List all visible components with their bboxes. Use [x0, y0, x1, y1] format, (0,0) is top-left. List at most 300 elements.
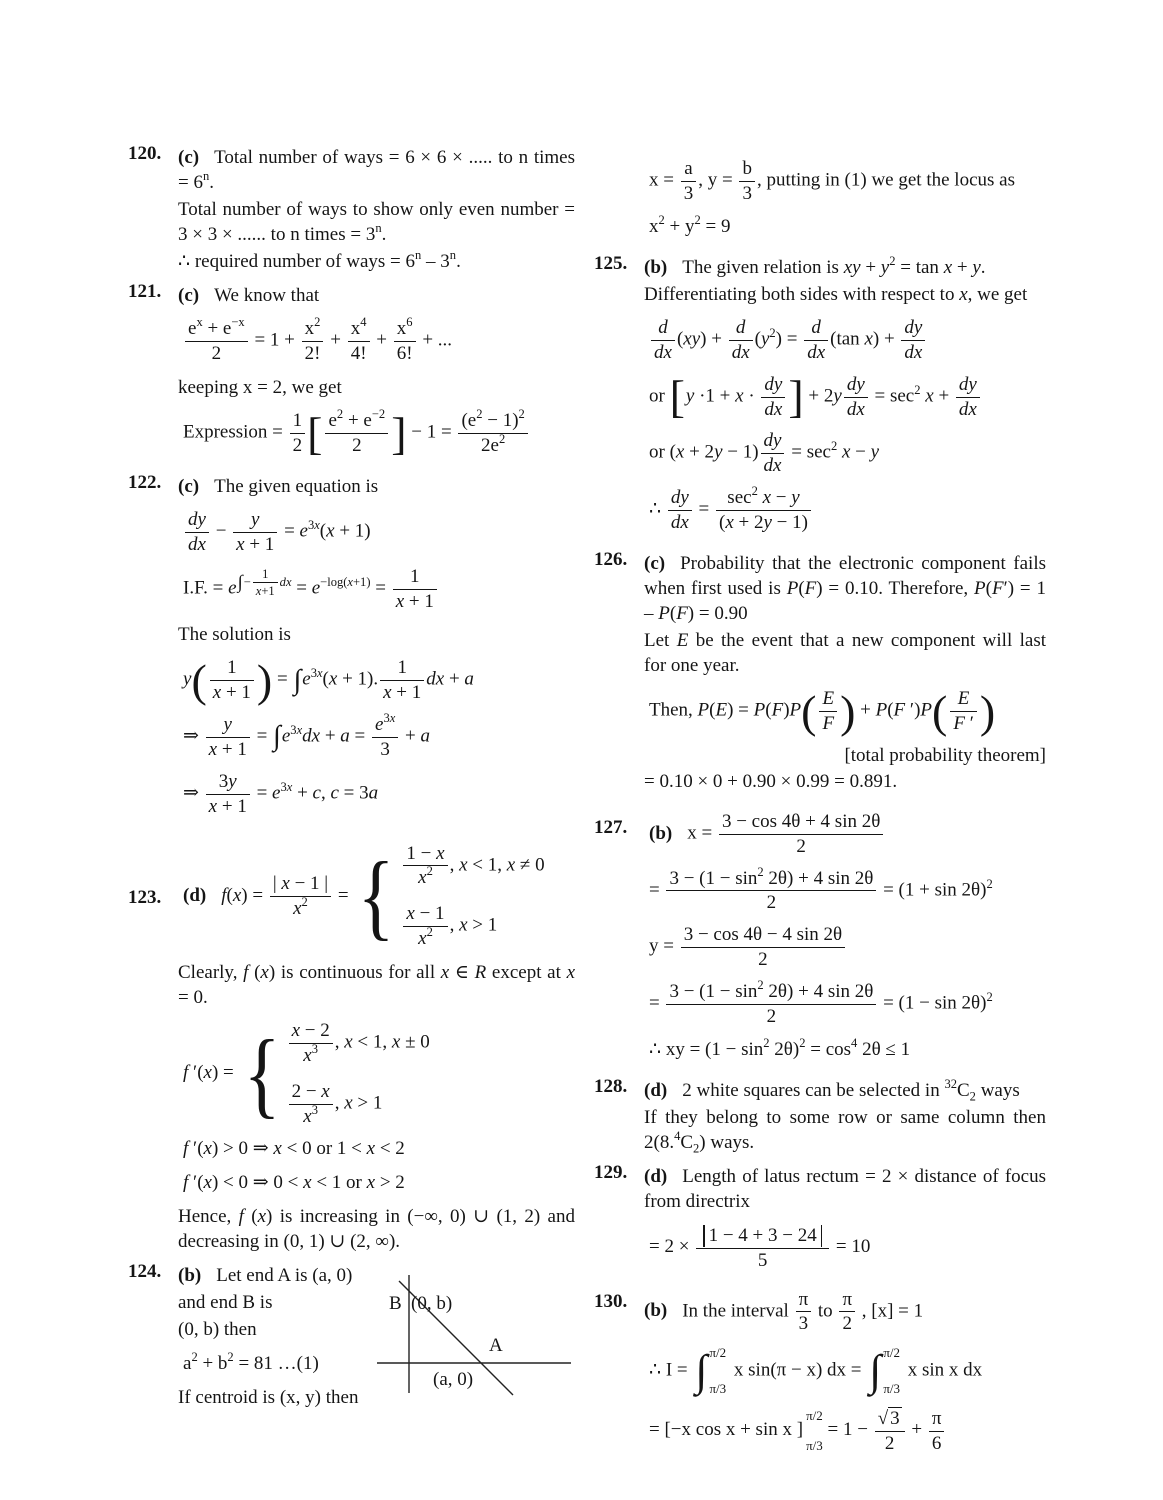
superscript: 2 — [314, 315, 321, 330]
equation-line: ⇒ $\frac{3y}{x + 1}$ = $e^{3x} + c$, c = 3a — [183, 770, 379, 817]
italic-math: c — [330, 782, 339, 804]
italic-math: dx — [731, 341, 750, 363]
numerator — [696, 1224, 829, 1248]
numerator — [185, 509, 209, 532]
equation-line: $x^2 + y^2 = 9$ — [649, 212, 731, 237]
superscript: 4 — [851, 1035, 858, 1050]
solution-text: (c) Probability that the electronic component fails when first used is P(F) = 0.10. Therefore, P(F′) = 1 – P(F) = 0.90 — [644, 552, 1046, 624]
numerator — [844, 374, 868, 397]
solution-item-122 — [128, 472, 575, 828]
superscript: 2 — [694, 212, 701, 227]
italic-math: x — [286, 779, 293, 794]
numerator: $e^x + e^{-x}$ — [188, 315, 245, 340]
question-number: 123. — [128, 886, 162, 908]
denominator: 2 — [325, 433, 388, 457]
equation-line: or [ y ·1 + x · $\frac{dy}{dx}$ ] + 2y $\frac{dy}{dx}$ = $\sec^2 x$ + $\frac{dy}{dx}$ — [649, 374, 1046, 421]
fraction — [668, 487, 692, 534]
numerator: π — [931, 1407, 942, 1429]
left-fence: [ — [669, 371, 685, 423]
solution-content — [178, 1261, 575, 1412]
integral-sign: ∫ — [695, 1346, 708, 1396]
solution-content — [644, 549, 1046, 796]
denominator: (x + 2y − 1) — [716, 510, 811, 534]
big-brackets — [669, 371, 804, 423]
italic-math: x — [391, 1031, 401, 1053]
superscript: n — [415, 248, 422, 263]
italic-math: x — [762, 487, 772, 509]
superscript: 2 — [830, 439, 838, 454]
italic-math: dx — [807, 341, 826, 363]
denominator — [956, 397, 980, 421]
numerator: 1 — [292, 410, 303, 432]
denominator — [819, 711, 837, 735]
equation-line: or (x + 2y − 1) $\frac{dy}{dx}$ = $\sec^2 x - y$ — [649, 430, 880, 477]
superscript: 2 — [301, 894, 308, 909]
numerator — [233, 509, 277, 532]
fraction — [696, 1224, 829, 1271]
italic-math: x — [383, 682, 392, 704]
upper-limit: π/2 — [883, 1345, 900, 1361]
italic-math: d — [658, 317, 668, 339]
italic-math: dy — [846, 373, 865, 395]
right-fence: ] — [788, 371, 804, 423]
left-fence: ( — [932, 685, 948, 737]
subscript: 2 — [969, 1089, 976, 1104]
lower-limit: π/3 — [806, 1438, 823, 1454]
italic-math: P — [786, 577, 799, 599]
superscript: 2 — [914, 382, 921, 397]
numerator: π — [842, 1288, 853, 1310]
fraction — [804, 317, 828, 364]
numerator — [668, 487, 692, 510]
answer-option: (d) — [644, 1166, 668, 1188]
denominator: 3 — [372, 737, 398, 761]
big-parentheses — [801, 685, 856, 737]
italic-math: x — [344, 1031, 353, 1053]
superscript: n — [375, 221, 382, 236]
radicand: 3 — [890, 1408, 900, 1430]
denominator: 2 — [290, 433, 306, 457]
equation-line: $a^2 + b^2 = 81$ …(1) — [183, 1350, 319, 1375]
denominator: 6 — [929, 1431, 945, 1455]
fraction — [403, 903, 447, 950]
fraction — [929, 1408, 945, 1455]
solution-text: (b) Let end A is (a, 0) — [178, 1264, 353, 1286]
equation-line: $\frac{e^x + e^{-x}}{2}$ = 1 + $\frac{x^2}{2!}$ + $\frac{x^4}{4!}$ + $\frac{x^6}{6!}$ + ... — [183, 318, 575, 365]
italic-math: x — [203, 1138, 212, 1160]
annotation-text: [total probability theorem] — [844, 744, 1046, 766]
italic-math: dx — [846, 398, 865, 420]
left-brace: { — [243, 1019, 280, 1127]
italic-math: x — [208, 738, 218, 760]
denominator: 3 — [739, 181, 755, 205]
equation-line: = $\frac{3 - (1 - \sin^2 2\theta) + 4 \sin 2\theta}{2}$ = $(1 - \sin 2\theta)^2$ — [649, 978, 993, 1027]
italic-math: y — [251, 509, 260, 530]
italic-math: x — [296, 723, 303, 738]
fraction — [372, 711, 398, 761]
fraction — [761, 374, 785, 421]
italic-math: e — [375, 714, 384, 736]
denominator: 3 — [796, 1311, 812, 1335]
solution-text: (b) The given relation is xy + $y^2 = \tan x + y$. — [644, 254, 986, 278]
numerator: $(e^2 - 1)^2$ — [461, 407, 525, 432]
italic-math: f — [221, 884, 227, 906]
italic-math: x — [735, 385, 744, 407]
denominator: 2 — [839, 1311, 855, 1335]
italic-math: x — [366, 1138, 376, 1160]
left-column — [128, 143, 575, 1417]
denominator: x + 1 — [206, 737, 250, 761]
denominator: x + 1 — [206, 794, 250, 818]
abs-bar — [821, 1225, 822, 1247]
left-fence: ( — [191, 654, 207, 706]
italic-math: y — [183, 669, 192, 691]
italic-math: a — [420, 725, 430, 747]
numerator: π — [798, 1288, 809, 1310]
fenced-content: y ·1 + x · $\frac{dy}{dx}$ — [685, 374, 788, 421]
italic-math: F — [822, 713, 835, 734]
italic-math: dx — [764, 398, 783, 420]
italic-math: E — [957, 688, 970, 710]
italic-math: dx — [904, 341, 923, 363]
italic-math: x — [326, 520, 335, 542]
evaluation-limits — [806, 1408, 823, 1454]
equation-line: f ′(x) = { $\frac{x - 2}{x^3}$ , x < 1, x ± 0 $\frac{2 - x}{x^3}$ , x > 1 — [183, 1019, 430, 1127]
superscript: n — [202, 169, 210, 184]
denominator — [761, 397, 785, 421]
solution-text: Differentiating both sides with respect to x, we get — [644, 283, 1028, 305]
italic-math: x — [303, 1171, 312, 1193]
left-fence: [ — [307, 407, 323, 459]
answer-option: (c) — [178, 285, 200, 307]
equation-line: f ′(x) < 0 ⇒ 0 < x < 1 or x > 2 — [183, 1171, 405, 1193]
italic-math: f — [183, 1171, 189, 1193]
italic-math: f — [183, 1062, 189, 1084]
superscript: 2 — [986, 876, 993, 891]
denominator: $2e^2$ — [458, 433, 527, 457]
numerator: 3y — [218, 770, 237, 792]
integral-sign: ∫ — [869, 1346, 882, 1396]
denominator — [651, 340, 675, 364]
denominator: F ′ — [950, 711, 977, 735]
denominator — [270, 896, 331, 920]
equation-line: $\frac{d}{dx}$ (xy) + $\frac{d}{dx}$ $(y^2)$ = $\frac{d}{dx}$ (tan x) + $\frac{dy}{dx}$ — [649, 317, 1046, 364]
numerator — [901, 317, 925, 340]
italic-math: y — [760, 328, 770, 350]
italic-math: x — [418, 928, 427, 950]
numerator — [372, 711, 398, 737]
italic-math: dx — [958, 398, 977, 420]
italic-math: P — [753, 699, 766, 721]
italic-math: d — [811, 317, 821, 339]
italic-math: E — [822, 688, 835, 710]
numerator: 1 — [227, 657, 237, 679]
fraction — [719, 811, 883, 858]
italic-math: F — [804, 577, 817, 599]
equation-line: = [−x cos x + sin x ] π/2 π/3 = 1 − $\frac{√ 3}{2}$ + $\frac{\pi}{6}$ — [649, 1407, 1046, 1455]
italic-math: x — [675, 442, 685, 464]
solution-item-128 — [594, 1076, 1046, 1157]
equation-line: x = $\frac{a}{3}$ , y = $\frac{b}{3}$ , putting in (1) we get the locus as — [649, 158, 1015, 204]
solution-text: and end B is — [178, 1292, 273, 1313]
italic-math: e — [281, 725, 291, 747]
italic-math: x — [366, 1171, 376, 1193]
solution-item-123 — [128, 833, 575, 1256]
fraction — [681, 924, 845, 971]
superscript: 2 — [799, 1035, 806, 1050]
denominator: 6! — [394, 341, 416, 365]
italic-math: xy — [683, 328, 701, 350]
denominator: x + 1 — [393, 589, 437, 613]
italic-math: F — [953, 713, 965, 734]
big-parentheses — [191, 654, 273, 706]
italic-math: x — [943, 256, 953, 278]
italic-math: x — [459, 914, 468, 936]
question-number: 121. — [128, 281, 162, 303]
denominator: 2 — [185, 341, 248, 365]
superscript: 2 — [518, 407, 525, 422]
italic-math: x — [841, 442, 851, 464]
superscript: −x — [231, 315, 245, 330]
solution-text: Let E be the event that a new component will last for one year. — [644, 630, 1046, 677]
solution-content — [644, 148, 1046, 248]
numerator: x − 2 — [291, 1020, 330, 1042]
italic-math: x — [506, 854, 516, 876]
solution-content — [644, 1162, 1046, 1282]
italic-math: x — [260, 961, 269, 983]
question-number — [594, 148, 644, 248]
solution-item-124 — [128, 1261, 575, 1412]
italic-math: x — [436, 842, 445, 864]
superscript: n — [449, 248, 457, 263]
fraction — [956, 374, 980, 421]
italic-math: xy — [843, 256, 861, 278]
solution-item-120 — [128, 143, 575, 276]
equation-line: y ( $\frac{1}{x + 1}$ ) = $\int e^{3x}(x + 1)$. $\frac{1}{x + 1}$ dx + a — [183, 654, 474, 706]
equation-line: ∴ xy = $(1 - \sin^2 2\theta)^2 = \cos^4 2\theta \le 1$ — [649, 1035, 911, 1060]
denominator — [668, 510, 692, 534]
numerator — [956, 374, 980, 397]
italic-math: E — [715, 699, 728, 721]
denominator: 3 — [681, 181, 697, 205]
figure-124-axes — [375, 1271, 575, 1401]
fenced-content — [947, 688, 980, 735]
numerator: $3 - (1 - \sin^2 2\theta) + 4$ sin 2θ — [669, 864, 874, 889]
case-row: $\frac{1 - x}{x^2}$ , x < 1, x ≠ 0 — [401, 843, 544, 890]
left-fence: ( — [801, 685, 817, 737]
solution-content — [644, 253, 1046, 544]
superscript: 3x — [290, 723, 303, 738]
italic-math: x — [208, 795, 218, 817]
equation-line: y = $\frac{3 - \cos 4\theta - 4 \sin 2\theta}{2}$ — [649, 924, 1046, 971]
lower-limit: π/3 — [883, 1381, 900, 1397]
italic-math: P — [658, 602, 670, 624]
superscript: 2 — [751, 484, 758, 499]
superscript: 3 — [311, 1042, 318, 1057]
italic-math: x — [440, 961, 450, 983]
label-B-coord: (0, b) — [411, 1292, 453, 1314]
superscript: 2 — [763, 1035, 770, 1050]
fenced-content — [322, 407, 391, 457]
italic-math: R — [474, 961, 487, 983]
fraction — [325, 407, 388, 457]
numerator: $x^2$ — [304, 315, 321, 340]
denominator: 2 — [666, 1004, 876, 1028]
fraction — [901, 317, 925, 364]
equation-line: (d) f(x) = $\frac{| x - 1 |}{x^2}$ = { $\frac{1 - x}{x^2}$ , x < 1, x ≠ 0 $\frac{x - 1}{x^2}$ , x > 1 — [183, 842, 545, 950]
italic-math: f — [243, 961, 249, 983]
italic-math: a — [464, 669, 474, 691]
definite-integral — [695, 1345, 726, 1397]
italic-math: dx — [763, 455, 782, 477]
right-fence: ] — [391, 407, 407, 459]
italic-math: dy — [670, 487, 689, 509]
denominator — [403, 926, 447, 950]
denominator: 5 — [696, 1248, 829, 1272]
numerator: $x^4$ — [350, 315, 367, 340]
piecewise-cases — [353, 843, 544, 950]
fraction — [761, 430, 785, 477]
abs-bar — [703, 1225, 704, 1247]
solution-text: (d) 2 white squares can be selected in $^{32}C_2$ ways — [644, 1077, 1020, 1104]
superscript: 3x — [383, 711, 396, 726]
italic-math: P — [920, 699, 932, 721]
denominator: x + 1 — [210, 680, 254, 704]
label-A: A — [489, 1334, 503, 1356]
fraction — [950, 688, 977, 735]
fraction — [844, 374, 868, 421]
answer-option: (b) — [644, 256, 668, 278]
fraction — [348, 315, 370, 365]
question-number: 122. — [128, 471, 162, 493]
solution-text: Total number of ways to show only even number = 3 × 3 × ...... to n times = $3^n$. — [178, 199, 575, 246]
fraction — [403, 843, 447, 890]
denominator: x + 1 — [233, 532, 277, 556]
numerator: b — [742, 158, 752, 179]
solution-text: Clearly, f (x) is continuous for all x ∈ R except at x = 0. — [178, 961, 576, 1008]
fraction — [206, 771, 250, 818]
italic-math: y — [763, 511, 772, 533]
answer-option: (c) — [178, 147, 200, 168]
solution-item-124b — [594, 148, 1046, 248]
numerator — [819, 688, 837, 711]
denominator: x + 1 — [380, 680, 424, 704]
solution-item-121 — [128, 281, 575, 467]
integral-sign: ∫ — [293, 664, 302, 696]
abs-content: 1 − 4 + 3 − 24 — [708, 1224, 817, 1246]
numerator: 1 — [410, 565, 420, 587]
numerator: 1 — [262, 566, 269, 581]
italic-math: dy — [188, 509, 206, 530]
italic-math: x — [303, 1105, 312, 1127]
fraction — [393, 566, 437, 613]
row-text — [178, 1261, 375, 1412]
italic-math: e — [299, 520, 308, 542]
answer-option: (c) — [644, 552, 666, 574]
denominator: 4! — [348, 341, 370, 365]
superscript: 2 — [498, 432, 506, 447]
lower-limit: π/3 — [709, 1381, 727, 1397]
fraction — [666, 864, 876, 915]
italic-math: x — [321, 1080, 330, 1102]
denominator — [761, 453, 785, 477]
italic-math: dx — [188, 533, 206, 555]
radical-sign: √ — [877, 1408, 889, 1430]
numerator: $3 - (1 - \sin^2 2\theta) + 4$ sin 2θ — [669, 978, 874, 1002]
numerator: 3 − cos 4θ + 4 sin 2θ — [721, 810, 881, 832]
solution-content — [644, 801, 1046, 1071]
denominator — [901, 340, 925, 364]
italic-math: x — [344, 1092, 353, 1114]
italic-math: x — [203, 1062, 212, 1084]
italic-math: y — [870, 442, 880, 464]
italic-math: e — [302, 669, 311, 691]
italic-math: x — [925, 385, 934, 407]
italic-math: dx — [302, 725, 321, 747]
fraction — [819, 688, 837, 735]
case-row: $\frac{x - 1}{x^2}$ , x > 1 — [401, 903, 544, 950]
solution-item-125 — [594, 253, 1046, 544]
fraction — [185, 509, 209, 556]
text-figure-row — [178, 1261, 575, 1412]
case-row: $\frac{2 - x}{x^3}$ , x > 1 — [287, 1081, 430, 1128]
numerator: | x − 1 | — [272, 872, 329, 894]
numerator: $e^2 + e^{-2}$ — [328, 407, 386, 432]
equation-line: = $\frac{3 - (1 - \sin^2 2\theta) + 4 \sin 2\theta}{2}$ = $(1 + \sin 2\theta)^2$ — [649, 864, 993, 914]
question-number: 124. — [128, 1260, 162, 1282]
label-A-coord: (a, 0) — [433, 1368, 474, 1390]
italic-math: dx — [279, 574, 292, 589]
italic-math: x — [303, 1044, 312, 1066]
numerator — [804, 317, 828, 340]
italic-math: F — [893, 699, 906, 721]
italic-math: F — [771, 699, 784, 721]
answer-option: (d) — [644, 1079, 668, 1101]
solution-item-130 — [594, 1287, 1046, 1465]
solution-content — [178, 143, 575, 276]
italic-math: x — [328, 669, 338, 691]
solution-item-129 — [594, 1162, 1046, 1282]
solution-item-126 — [594, 549, 1046, 796]
fraction — [681, 158, 697, 205]
numerator: 1 − x — [406, 842, 445, 864]
integral-limits — [881, 1345, 900, 1397]
superscript: 3x — [310, 666, 323, 681]
superscript: 3x — [307, 517, 320, 532]
superscript: 4 — [360, 315, 367, 330]
superscript: −2 — [371, 407, 386, 422]
italic-math: d — [735, 317, 746, 339]
fraction — [302, 315, 324, 365]
superscript: 2 — [757, 978, 764, 993]
italic-math: dy — [958, 373, 977, 395]
solution-content — [178, 472, 575, 828]
italic-math: F — [991, 577, 1004, 599]
fraction — [289, 1020, 333, 1067]
denominator — [729, 340, 753, 364]
right-fence: ) — [840, 685, 856, 737]
superscript: 2 — [336, 407, 344, 422]
label-B: B — [389, 1292, 402, 1314]
solution-content — [644, 1287, 1046, 1465]
equation-line: (b) x = $\frac{3 - \cos 4\theta + 4 \sin 2\theta}{2}$ — [649, 811, 1046, 858]
superscript: 2 — [658, 212, 665, 227]
denominator — [185, 532, 209, 556]
italic-math: x — [418, 867, 427, 889]
superscript: x — [196, 315, 203, 330]
integral-sign: ∫ — [273, 721, 281, 753]
superscript: 2 — [191, 1350, 198, 1365]
